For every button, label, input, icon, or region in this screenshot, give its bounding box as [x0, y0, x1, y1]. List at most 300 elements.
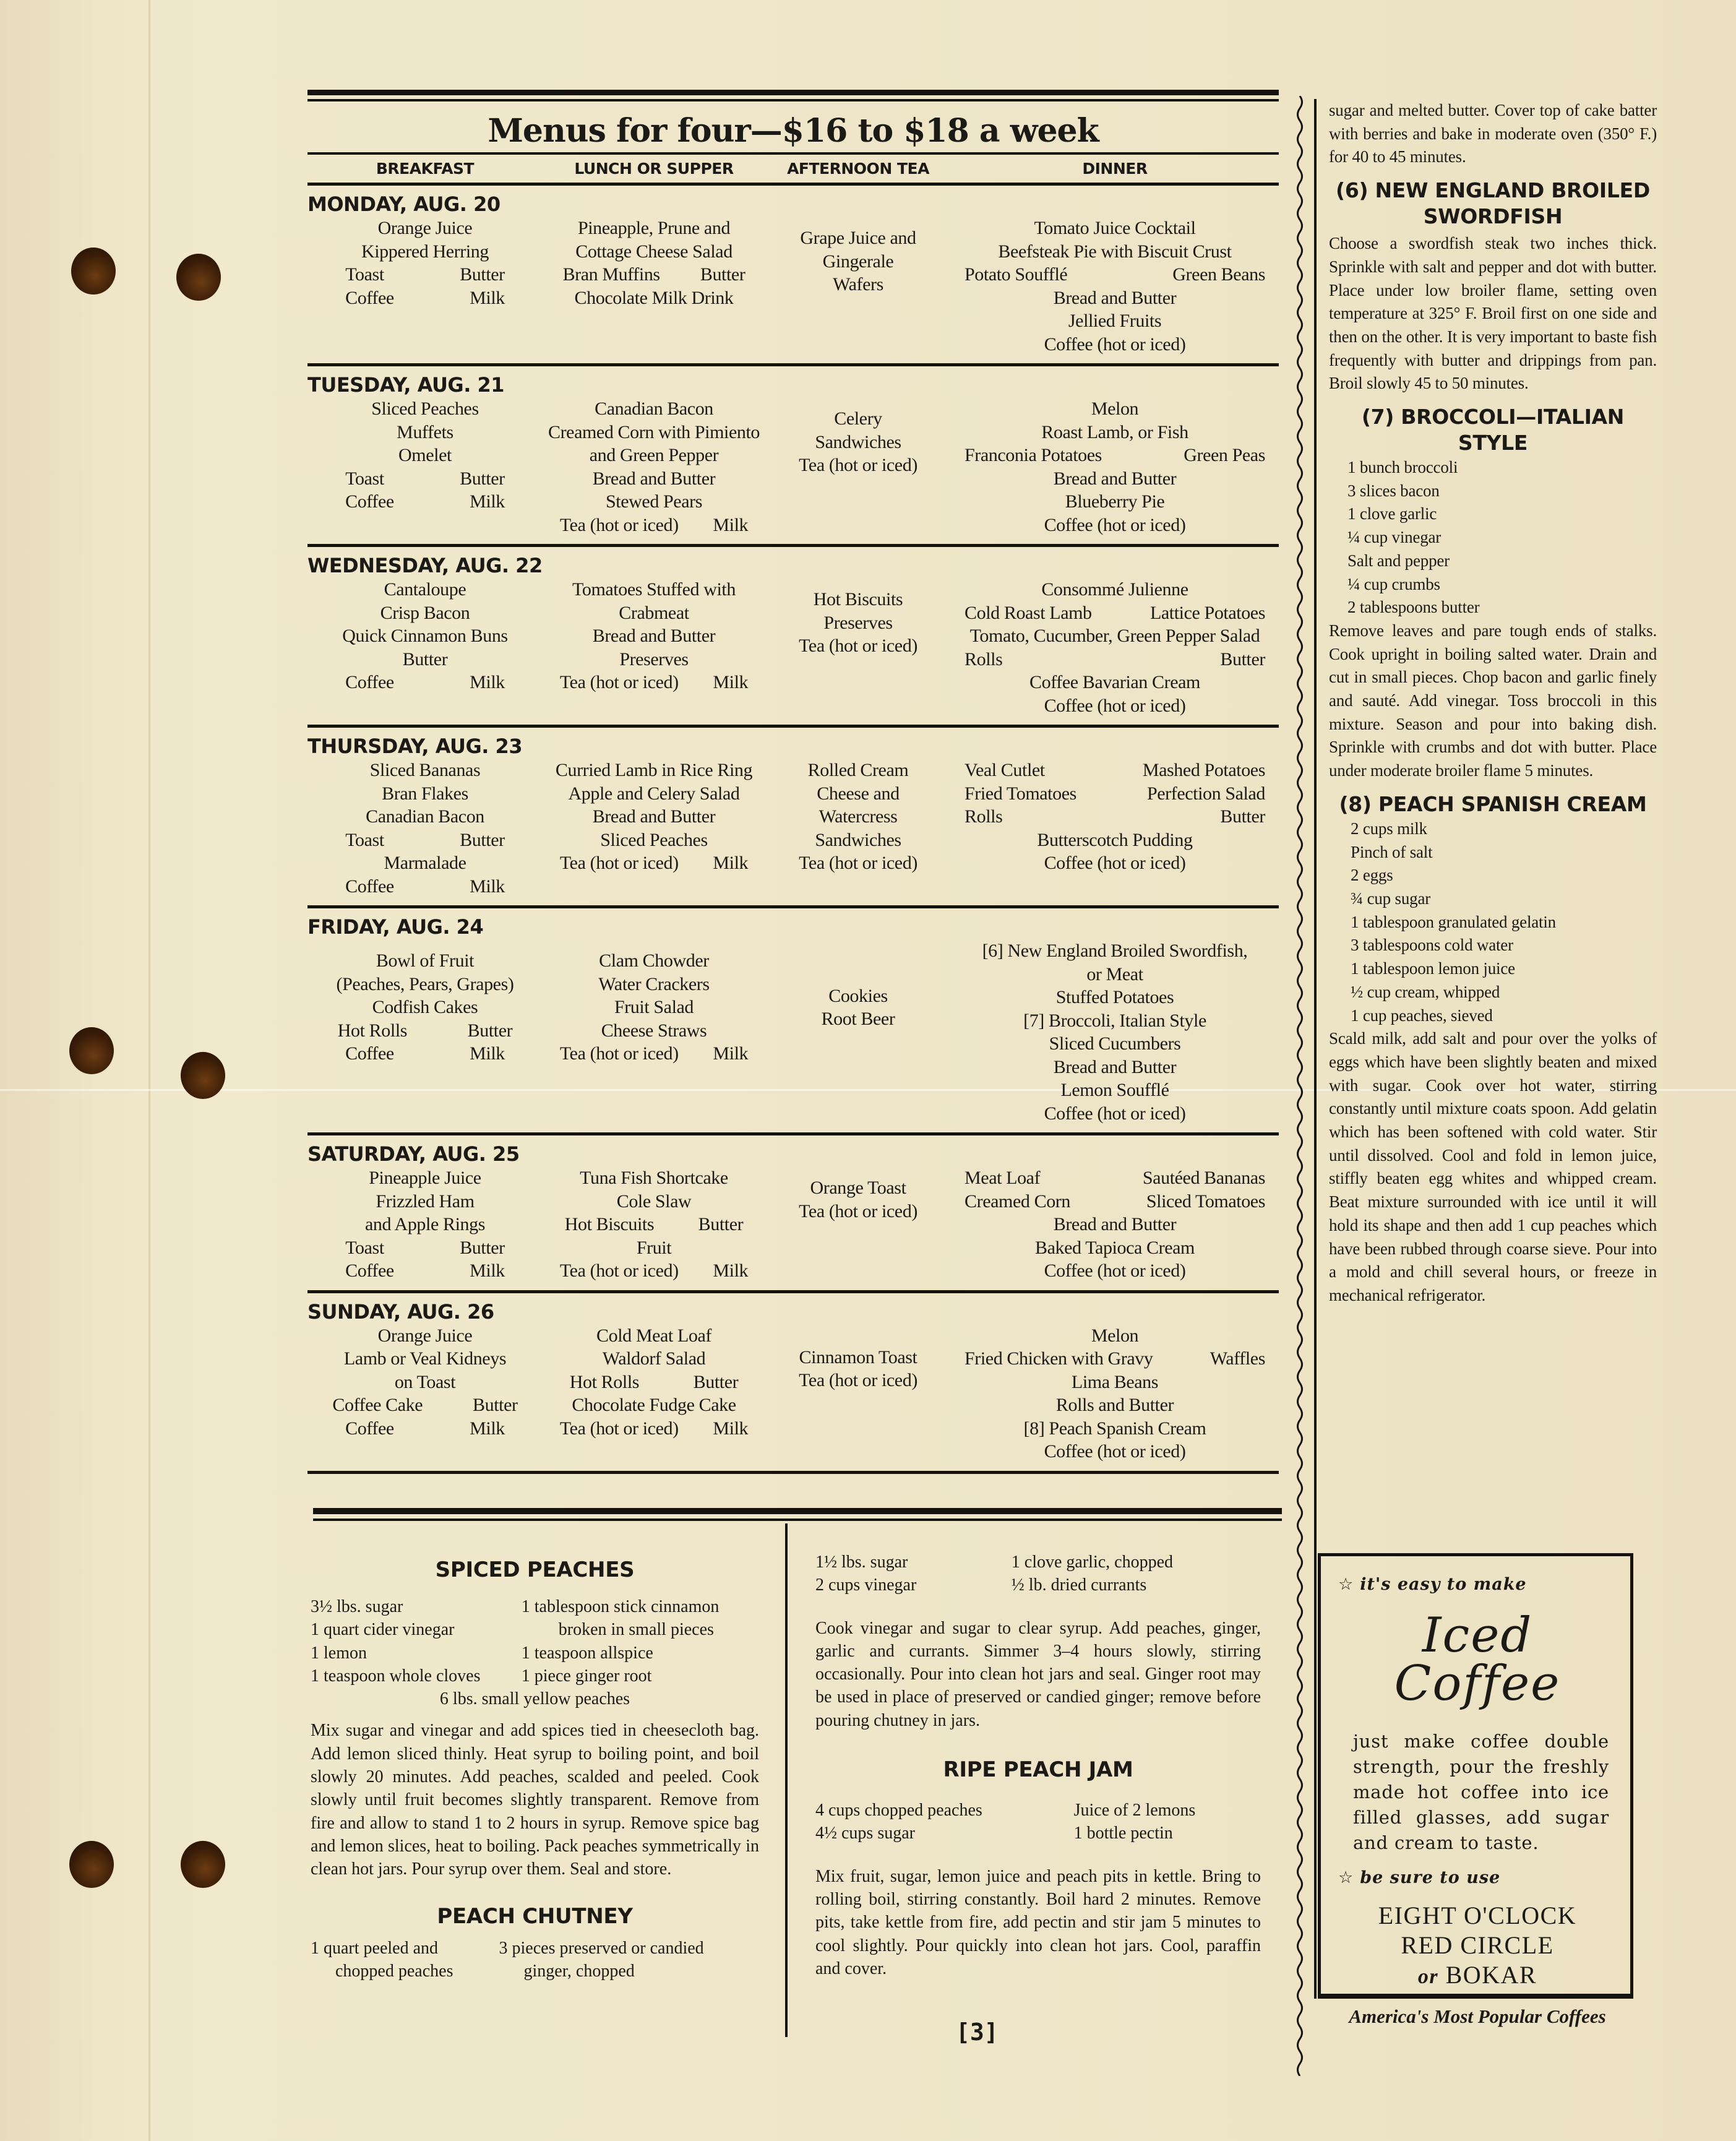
menu-item: Watercress	[819, 806, 898, 827]
menu-item: Milk	[713, 1260, 749, 1281]
ingredient: 1 tablespoon stick cinnamon	[521, 1597, 720, 1616]
meal-lunch	[543, 759, 765, 898]
recipe-directions-broccoli: Remove leaves and pare tough ends of stalks. Cook upright in boiling salted water. Drain and cut in small pieces. Chop bacon and garlic finely and sauté. Add vinegar. Toss broccoli in this mixture. Season and pour into baking dish. Sprinkle with crumbs and dot with butter. Place under moderate broiler flame 5 minutes.	[1329, 621, 1657, 780]
menu-item-pair	[543, 1371, 765, 1394]
header-tea: AFTERNOON TEA	[787, 160, 929, 178]
menu-item: Tomatoes Stuffed with	[572, 579, 736, 600]
ingredient-list-ripe-peach-jam	[815, 1799, 1261, 1845]
brand-name: RED CIRCLE	[1401, 1931, 1554, 1959]
day-heading: SATURDAY, AUG. 25	[307, 1142, 520, 1166]
column-rule	[785, 1523, 788, 2037]
ingredient: 1½ lbs. sugar	[815, 1553, 908, 1572]
menu-item: Mashed Potatoes	[1142, 760, 1265, 780]
paper-fold-vertical	[148, 0, 150, 2141]
days-list	[307, 186, 1279, 1474]
recipe-column-left	[311, 1535, 759, 1983]
menu-item: Apple and Celery Salad	[568, 783, 740, 804]
menu-item: Tea (hot or iced)	[559, 853, 679, 873]
menu-item: Milk	[713, 672, 749, 692]
punch-hole-icon	[176, 254, 221, 301]
menu-item: Milk	[470, 1418, 505, 1439]
menu-item: Sliced Peaches	[371, 398, 479, 419]
day-row	[307, 186, 1279, 366]
menu-item-pair	[307, 1042, 543, 1066]
menu-item: Tuna Fish Shortcake	[580, 1168, 728, 1188]
menu-item: Orange Juice	[377, 218, 473, 238]
menu-item: Cinnamon Toast	[799, 1346, 917, 1368]
menu-item: Wafers	[833, 274, 883, 295]
menu-item-pair	[307, 1394, 543, 1417]
menu-item: Bread and Butter	[1053, 1056, 1177, 1077]
menu-item: Butter	[473, 1395, 518, 1415]
menu-item: Root Beer	[821, 1009, 895, 1029]
menu-item: Tea (hot or iced)	[559, 1260, 679, 1281]
menu-item: Canadian Bacon	[366, 806, 484, 827]
menu-item-pair	[307, 829, 543, 852]
menu-item-pair	[951, 648, 1279, 671]
menu-item: Butter	[460, 468, 505, 489]
menu-item: Sliced Peaches	[600, 829, 708, 850]
menu-item: Green Peas	[1184, 445, 1265, 465]
menu-item-pair	[307, 671, 543, 694]
menu-item: Fried Chicken with Gravy	[965, 1348, 1153, 1369]
meal-tea	[765, 578, 951, 717]
brand-name: BOKAR	[1445, 1961, 1537, 1989]
menu-item: Coffee Bavarian Cream	[1029, 672, 1200, 692]
menu-item: Grape Juice and	[800, 228, 916, 249]
menu-item: Milk	[470, 1043, 505, 1064]
meal-dinner	[951, 1166, 1279, 1283]
menu-item: Milk	[713, 514, 749, 535]
menu-item: Milk	[470, 1260, 505, 1281]
menu-item: Milk	[470, 491, 505, 512]
day-row	[307, 366, 1279, 547]
ingredient: 2 cups vinegar	[815, 1575, 917, 1595]
ingredient: Salt and pepper	[1347, 551, 1450, 570]
menu-item: Butter	[1220, 648, 1265, 670]
ingredient: ¼ cup vinegar	[1347, 528, 1442, 547]
recipe-title-peach-spanish-cream: (8) PEACH SPANISH CREAM	[1339, 791, 1647, 816]
meal-tea	[765, 1324, 951, 1463]
ingredient: 1 tablespoon lemon juice	[1351, 959, 1515, 978]
menu-item: Hot Rolls	[337, 1020, 408, 1041]
day-row	[307, 728, 1279, 908]
menu-item: Bran Muffins	[562, 264, 660, 285]
meal-columns	[307, 1324, 1279, 1463]
meal-lunch	[543, 217, 765, 356]
recipe-directions-swordfish: Choose a swordfish steak two inches thick. Sprinkle with salt and pepper and dot with butter. Place under low broiler flame, setting oven temperature at 325° F. Broil first on one side and then on the other. It is very important to baste fish frequently with butter and drippings from pan. Broil slowly 45 to 50 minutes.	[1329, 234, 1657, 393]
menu-item-pair	[307, 875, 543, 898]
menu-item: Bread and Butter	[592, 626, 716, 646]
day-row	[307, 1293, 1279, 1474]
ingredient-list-spiced-peaches	[311, 1595, 759, 1710]
menu-item: Butter	[467, 1020, 513, 1041]
day-row	[307, 547, 1279, 728]
menu-item: Preserves	[619, 648, 689, 670]
ingredient: 6 lbs. small yellow peaches	[439, 1689, 630, 1709]
menu-item: Butter	[460, 829, 505, 850]
meal-breakfast	[307, 397, 543, 536]
menu-item: Butter	[460, 1237, 505, 1258]
recipe-title-broccoli: (7) BROCCOLI—ITALIAN STYLE	[1361, 405, 1625, 455]
menu-item: Cold Roast Lamb	[965, 602, 1092, 623]
meal-dinner	[951, 397, 1279, 536]
menu-item: Coffee	[345, 1418, 394, 1439]
menu-item: Tea (hot or iced)	[799, 853, 917, 873]
meal-breakfast	[307, 1166, 543, 1283]
menu-item: Preserves	[823, 612, 893, 633]
day-heading: SUNDAY, AUG. 26	[307, 1299, 494, 1324]
menu-item: (Peaches, Pears, Grapes)	[336, 973, 514, 994]
menu-item: Butter	[698, 1214, 744, 1234]
menu-item-pair	[543, 1417, 765, 1441]
menu-item: Cole Slaw	[616, 1191, 692, 1212]
punch-hole-icon	[181, 1841, 225, 1888]
column-rule	[1314, 99, 1317, 1999]
menu-item: Fruit Salad	[614, 997, 694, 1018]
menu-item: or Meat	[1086, 963, 1143, 984]
day-heading: WEDNESDAY, AUG. 22	[307, 554, 543, 577]
menu-item: Toast	[345, 829, 384, 850]
menu-item: Cookies	[828, 985, 888, 1006]
menu-item: Sliced Bananas	[369, 760, 481, 780]
menu-item: Tomato, Cucumber, Green Pepper Salad	[969, 626, 1260, 646]
menu-item: Coffee (hot or iced)	[1044, 1441, 1186, 1462]
punch-hole-icon	[69, 1841, 114, 1888]
ad-brand-list	[1338, 1901, 1617, 1992]
menu-item: Tea (hot or iced)	[799, 1370, 917, 1390]
menu-item: Lemon Soufflé	[1060, 1080, 1169, 1100]
menu-item: Bread and Butter	[1053, 468, 1177, 489]
ad-kicker	[1338, 1575, 1617, 1594]
menu-item: Tomato Juice Cocktail	[1034, 218, 1196, 238]
menu-item: Rolls	[965, 648, 1003, 670]
menu-item: Coffee	[345, 1043, 394, 1064]
menu-item-pair	[543, 671, 765, 694]
ad-headline: Iced Coffee	[1394, 1608, 1561, 1712]
ingredient: 4½ cups sugar	[815, 1824, 915, 1843]
meal-dinner	[951, 1324, 1279, 1463]
punch-hole-icon	[71, 248, 116, 295]
ingredient: 3 pieces preserved or candied	[499, 1938, 704, 1958]
meal-breakfast	[307, 217, 543, 356]
menu-item: Creamed Corn	[965, 1191, 1070, 1212]
continued-recipe-text: sugar and melted butter. Cover top of cake batter with berries and bake in moderate oven (350° F.) for 40 to 45 minutes.	[1329, 101, 1657, 166]
section-divider	[313, 1508, 1282, 1521]
recipe-directions-ripe-peach-jam: Mix fruit, sugar, lemon juice and peach pits in kettle. Bring to rolling boil, stirring constantly. Boil hard 2 minutes. Remove pits, take kettle from fire, add pectin and stir jam 5 minutes to cool slightly. Pour quickly into clean hot jars. Cool, paraffin and cover.	[815, 1866, 1261, 1978]
ingredient: 1 teaspoon whole cloves	[311, 1666, 481, 1686]
recipe-directions-peach-chutney: Cook vinegar and sugar to clear syrup. Add peaches, ginger, garlic and currants. Simmer 3–4 hours slowly, stirring occasionally. Pour into clean hot jars and seal. Ginger root may be used in place of preserved or candied ginger; remove before pouring chutney in jars.	[815, 1618, 1261, 1730]
ingredient: ginger, chopped	[523, 1961, 635, 1981]
ingredient: 1 quart peeled and	[311, 1938, 439, 1958]
menu-item-pair	[543, 263, 765, 286]
star-icon: ☆	[1338, 1868, 1354, 1887]
ad-tagline: America's Most Popular Coffees	[1349, 2005, 1606, 2027]
recipe-directions-spiced-peaches: Mix sugar and vinegar and add spices tied in cheesecloth bag. Add lemon sliced thinly. Heat syrup to boiling point, and boil slowly 20 minutes. Add peaches, scalded and peeled. Cook slowly until fruit becomes slightly transparent. Remove from fire and allow to stand 1 to 2 hours in syrup. Remove spice bag and lemon slices, heat to boiling. Pack peaches symmetrically in clean hot jars. Pour syrup over them. Seal and store.	[311, 1721, 759, 1879]
right-recipe-column	[1329, 99, 1657, 1307]
menu-item: Coffee	[345, 491, 394, 512]
day-heading: FRIDAY, AUG. 24	[307, 915, 484, 939]
menu-item: Melon	[1091, 398, 1139, 419]
menu-item-pair	[951, 1347, 1279, 1371]
menu-item: Milk	[713, 1418, 749, 1439]
menu-item-pair	[307, 1417, 543, 1441]
menu-item: Tea (hot or iced)	[559, 1418, 679, 1439]
menu-item: Sliced Cucumbers	[1049, 1033, 1181, 1054]
menu-item: Butter	[460, 264, 505, 285]
ingredient: Juice of 2 lemons	[1073, 1801, 1196, 1820]
star-icon: ☆	[1338, 1575, 1354, 1594]
menu-item: Fruit	[636, 1237, 672, 1258]
menu-item: Milk	[713, 1043, 749, 1064]
ingredient: 2 eggs	[1351, 866, 1393, 885]
meal-columns	[307, 217, 1279, 356]
menu-item-pair	[951, 601, 1279, 625]
menu-item: Lima Beans	[1071, 1371, 1159, 1392]
menu-item: Beefsteak Pie with Biscuit Crust	[998, 241, 1232, 262]
menu-item: Cottage Cheese Salad	[575, 241, 733, 262]
recipe-directions-peach-spanish-cream: Scald milk, add salt and pour over the yolks of eggs which have been slightly beaten and mixed with sugar. Cook over hot water, stirring constantly until mixture coats spoon. Add gelatin which has been softened with cold water. Stir until dissolved. Cool and fold in lemon juice, stiffly beaten egg whites and whipped cream. Beat mixture surrounded with ice until it will hold its shape and then add 1 cup peaches which have been rubbed through coarse sieve. Pour into a mold and chill several hours, or freeze in mechanical refrigerator.	[1329, 1029, 1657, 1304]
header-breakfast: BREAKFAST	[376, 160, 475, 178]
meal-columns	[307, 759, 1279, 898]
menu-item: Coffee Cake	[332, 1395, 423, 1415]
ad-kicker-text: be sure to use	[1360, 1868, 1501, 1887]
ingredient: 1 tablespoon granulated gelatin	[1351, 912, 1556, 931]
meal-lunch	[543, 578, 765, 717]
ingredient-list-peach-chutney-cont	[815, 1551, 1261, 1597]
menu-item: Bread and Butter	[1053, 287, 1177, 308]
menu-item: Sandwiches	[815, 829, 901, 850]
menu-item-pair	[951, 263, 1279, 286]
menu-item: [7] Broccoli, Italian Style	[1023, 1010, 1206, 1031]
meal-lunch	[543, 1166, 765, 1283]
ingredient: Pinch of salt	[1351, 842, 1433, 861]
menu-item: Milk	[713, 853, 749, 873]
ingredient-list-broccoli	[1329, 456, 1657, 619]
meal-columns	[307, 397, 1279, 536]
menu-item: Butter	[402, 648, 448, 670]
page-number: [3]	[956, 2018, 999, 2046]
menu-item: Muffets	[397, 421, 453, 442]
ingredient: 1 cup peaches, sieved	[1351, 1006, 1493, 1025]
menu-item: Crabmeat	[619, 602, 689, 623]
menu-item-pair	[951, 805, 1279, 829]
meal-tea	[765, 939, 951, 1125]
meal-dinner	[951, 939, 1279, 1125]
recipe-column-right	[815, 1535, 1261, 1980]
ingredient: 1 bottle pectin	[1073, 1824, 1173, 1843]
ad-kicker	[1338, 1868, 1617, 1887]
menu-item: Coffee	[345, 672, 394, 692]
menu-item: Cold Meat Loaf	[596, 1325, 712, 1346]
menu-item: Tea (hot or iced)	[799, 1200, 917, 1221]
weekly-menu-table	[307, 90, 1279, 1474]
menu-item: Coffee (hot or iced)	[1044, 334, 1186, 355]
menu-item-pair	[307, 1259, 543, 1283]
menu-item: Coffee (hot or iced)	[1044, 1103, 1186, 1124]
menu-item: Consommé Julienne	[1041, 579, 1188, 600]
menu-item: Coffee (hot or iced)	[1044, 853, 1186, 873]
menu-item: Cheese and	[817, 783, 900, 804]
menu-item: Bread and Butter	[592, 468, 716, 489]
menu-item: Stewed Pears	[606, 491, 702, 512]
meal-dinner	[951, 217, 1279, 356]
menu-item: Blueberry Pie	[1065, 491, 1165, 512]
day-row	[307, 1135, 1279, 1293]
day-heading: MONDAY, AUG. 20	[307, 192, 501, 216]
meal-lunch	[543, 397, 765, 536]
menu-item: on Toast	[394, 1371, 456, 1392]
brand-conjunction: or	[1417, 1965, 1439, 1988]
meal-lunch	[543, 939, 765, 1125]
menu-item: Toast	[345, 468, 384, 489]
menu-item: Lattice Potatoes	[1149, 602, 1265, 623]
recipe-title-ripe-peach-jam: RIPE PEACH JAM	[943, 1757, 1133, 1783]
ingredient: 3½ lbs. sugar	[311, 1597, 403, 1616]
meal-breakfast	[307, 1324, 543, 1463]
menu-item: Water Crackers	[598, 973, 710, 994]
menu-item: Rolled Cream	[807, 760, 909, 780]
header-lunch: LUNCH OR SUPPER	[574, 160, 734, 178]
menu-item: Tea (hot or iced)	[559, 1043, 679, 1064]
menu-item: Chocolate Fudge Cake	[572, 1395, 736, 1415]
menu-item: Bread and Butter	[1053, 1214, 1177, 1234]
menu-item: Coffee	[345, 876, 394, 897]
menu-item: Clam Chowder	[599, 950, 709, 971]
meal-tea	[765, 397, 951, 536]
meal-lunch	[543, 1324, 765, 1463]
menu-item: Pineapple, Prune and	[577, 218, 731, 238]
menu-item: Orange Juice	[377, 1325, 473, 1346]
menu-item: Bread and Butter	[592, 806, 716, 827]
menu-item: Crisp Bacon	[380, 602, 470, 623]
ingredient: ¾ cup sugar	[1351, 889, 1431, 908]
menu-item: Curried Lamb in Rice Ring	[555, 760, 753, 780]
menu-item-pair	[307, 286, 543, 310]
menu-item: Hot Biscuits	[564, 1214, 655, 1234]
meal-tea	[765, 217, 951, 356]
menu-item: Coffee	[345, 1260, 394, 1281]
menu-item: Celery	[834, 408, 882, 429]
menu-item: Cantaloupe	[384, 579, 466, 600]
menu-item: Bowl of Fruit	[376, 950, 475, 971]
ingredient: ½ cup cream, whipped	[1351, 982, 1500, 1001]
menu-item: Potato Soufflé	[965, 264, 1068, 285]
ingredient: 1 clove garlic	[1347, 504, 1437, 523]
ingredient: 4 cups chopped peaches	[815, 1801, 982, 1820]
menu-item: Quick Cinnamon Buns	[342, 626, 508, 646]
ingredient: ¼ cup crumbs	[1347, 574, 1440, 593]
menu-item: Pineapple Juice	[369, 1168, 481, 1188]
menu-item-pair	[543, 514, 765, 537]
menu-item: Jellied Fruits	[1068, 311, 1162, 331]
menu-item: Roast Lamb, or Fish	[1041, 421, 1188, 442]
menu-item-pair	[543, 1259, 765, 1283]
menu-item-pair	[307, 1019, 543, 1043]
menu-item-pair	[543, 1042, 765, 1066]
punch-hole-icon	[69, 1027, 114, 1074]
menu-item: Chocolate Milk Drink	[574, 287, 734, 308]
ingredient: 1 clove garlic, chopped	[1011, 1553, 1174, 1572]
day-heading: THURSDAY, AUG. 23	[307, 734, 523, 758]
ad-kicker-text: it's easy to make	[1360, 1575, 1527, 1594]
menu-item: Sandwiches	[815, 431, 901, 452]
menu-item: Milk	[470, 287, 505, 308]
menu-item: Bran Flakes	[382, 783, 468, 804]
meal-dinner	[951, 759, 1279, 898]
ad-body: just make coffee double strength, pour the freshly made hot coffee into ice filled glasses, add sugar and cream to taste.	[1353, 1731, 1609, 1853]
ingredient: ½ lb. dried currants	[1011, 1575, 1147, 1595]
menu-item: Hot Rolls	[569, 1371, 640, 1392]
menu-item: Toast	[345, 1237, 384, 1258]
recipe-title-spiced-peaches: SPICED PEACHES	[435, 1557, 635, 1582]
meal-columns	[307, 578, 1279, 717]
menu-item: Perfection Salad	[1146, 783, 1265, 804]
menu-item: Rolls and Butter	[1055, 1395, 1174, 1415]
menu-item-pair	[951, 444, 1279, 467]
menu-item: Coffee (hot or iced)	[1044, 695, 1186, 716]
menu-item: Milk	[470, 876, 505, 897]
ingredient: 1 lemon	[311, 1643, 367, 1663]
menu-item-pair	[951, 1166, 1279, 1190]
day-heading: TUESDAY, AUG. 21	[307, 373, 505, 397]
meal-breakfast	[307, 759, 543, 898]
menu-item: Fried Tomatoes	[965, 783, 1076, 804]
menu-item: Coffee (hot or iced)	[1044, 514, 1186, 535]
meal-breakfast	[307, 939, 543, 1125]
menu-item: Lamb or Veal Kidneys	[343, 1348, 507, 1369]
menu-item: Milk	[470, 672, 505, 692]
ingredient: 1 quart cider vinegar	[311, 1620, 455, 1640]
menu-item: Codfish Cakes	[372, 997, 478, 1018]
menu-item: Marmalade	[384, 853, 466, 873]
menu-item: Meat Loaf	[965, 1168, 1041, 1188]
menu-item-pair	[951, 1190, 1279, 1213]
meal-tea	[765, 1166, 951, 1283]
menu-item: Frizzled Ham	[376, 1191, 475, 1212]
menu-item: Sautéed Bananas	[1142, 1168, 1265, 1188]
menu-item: Canadian Bacon	[595, 398, 713, 419]
menu-item: Stuffed Potatoes	[1055, 987, 1174, 1007]
menu-item: Waffles	[1210, 1348, 1265, 1369]
header-dinner: DINNER	[1082, 160, 1148, 178]
menu-item: Hot Biscuits	[813, 589, 903, 610]
meal-breakfast	[307, 578, 543, 717]
menu-item-pair	[307, 263, 543, 286]
ingredient: 3 slices bacon	[1347, 481, 1440, 500]
menu-item: Cheese Straws	[601, 1020, 707, 1041]
divider	[307, 90, 1279, 95]
ingredient: 3 tablespoons cold water	[1351, 936, 1513, 955]
punch-hole-icon	[181, 1052, 225, 1099]
ingredient: 2 cups milk	[1351, 819, 1427, 838]
menu-item-pair	[951, 782, 1279, 806]
menu-item: Tea (hot or iced)	[559, 514, 679, 535]
menu-item: Omelet	[398, 445, 452, 465]
menu-item-pair	[951, 759, 1279, 782]
menu-item: Rolls	[965, 806, 1003, 827]
menu-item: Butter	[700, 264, 746, 285]
menu-item: Butter	[1220, 806, 1265, 827]
brand-name: EIGHT O'CLOCK	[1378, 1902, 1577, 1929]
ingredient: broken in small pieces	[558, 1620, 714, 1640]
meal-columns	[307, 1166, 1279, 1283]
menu-item: Coffee	[345, 287, 394, 308]
menu-item: Gingerale	[822, 251, 894, 272]
menu-item: and Apple Rings	[365, 1214, 485, 1234]
page-title: Menus for four—$16 to $18 a week	[488, 112, 1099, 150]
recipe-title-swordfish: (6) NEW ENGLAND BROILED SWORDFISH	[1336, 178, 1650, 229]
